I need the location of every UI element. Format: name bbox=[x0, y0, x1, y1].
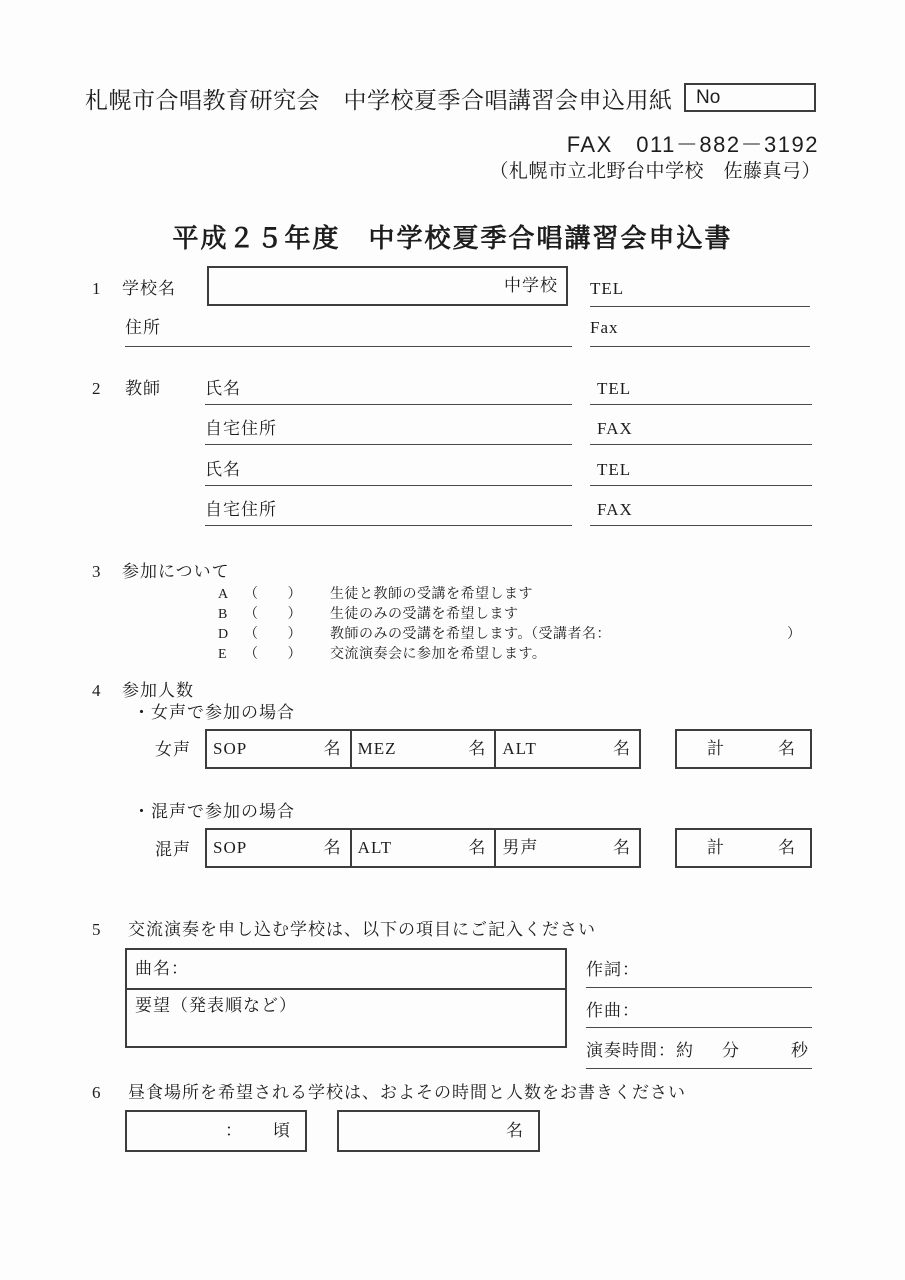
form-no-box[interactable] bbox=[684, 83, 816, 112]
duration-label: 演奏時間：約 bbox=[586, 1041, 694, 1060]
female-case-label: ・女声で参加の場合 bbox=[133, 703, 295, 722]
section3-number: 3 bbox=[92, 562, 102, 581]
mixed-alt-cell[interactable] bbox=[350, 830, 495, 866]
female-alt-cell[interactable] bbox=[494, 731, 639, 767]
lunch-time-colon: ： bbox=[225, 1121, 243, 1140]
mixed-male-label: 男声 bbox=[502, 838, 539, 857]
mixed-sop-label: SOP bbox=[213, 838, 248, 857]
teacher2-tel-field[interactable] bbox=[590, 485, 812, 486]
female-total-box[interactable] bbox=[675, 729, 812, 769]
teacher1-tel-field[interactable] bbox=[590, 404, 812, 405]
mixed-total-label: 計 bbox=[707, 838, 725, 857]
teacher2-name-label: 氏名 bbox=[205, 460, 241, 479]
lunch-count-box[interactable] bbox=[337, 1110, 540, 1152]
lyricist-field[interactable] bbox=[586, 987, 812, 988]
female-row-label: 女声 bbox=[155, 740, 191, 759]
exchange-heading: 交流演奏を申し込む学校は、以下の項目にご記入ください bbox=[128, 920, 596, 939]
female-mez-unit: 名 bbox=[468, 739, 487, 758]
teacher1-homeaddr-field[interactable] bbox=[205, 444, 572, 445]
mixed-row-label: 混声 bbox=[155, 840, 191, 859]
school-address-label: 住所 bbox=[125, 318, 161, 337]
contact-school: （札幌市立北野台中学校 佐藤真弓） bbox=[489, 161, 821, 182]
school-fax-field[interactable] bbox=[590, 346, 810, 347]
option-d-attendee-name-label[interactable]: （受講者名： bbox=[524, 627, 611, 642]
mixed-male-cell[interactable] bbox=[494, 830, 639, 866]
school-tel-label: TEL bbox=[590, 279, 625, 298]
no-label: No bbox=[696, 86, 721, 108]
teacher1-homeaddr-label: 自宅住所 bbox=[205, 419, 277, 438]
school-fax-label: Fax bbox=[590, 318, 619, 337]
female-total-unit: 名 bbox=[778, 739, 796, 758]
teacher1-name-field[interactable] bbox=[205, 404, 572, 405]
teacher1-fax-field[interactable] bbox=[590, 444, 812, 445]
section6-number: 6 bbox=[92, 1083, 102, 1102]
request-label: 要望（発表順など） bbox=[135, 996, 297, 1015]
request-field[interactable] bbox=[127, 990, 565, 1022]
female-mez-cell[interactable] bbox=[350, 731, 495, 767]
option-e-text: 交流演奏会に参加を希望します。 bbox=[330, 647, 547, 662]
option-d-letter: D bbox=[218, 627, 229, 642]
lyricist-label: 作詞： bbox=[586, 960, 640, 979]
option-e-letter: E bbox=[218, 647, 228, 662]
option-a-checkbox[interactable]: （ ） bbox=[244, 587, 302, 602]
teacher-label: 教師 bbox=[125, 379, 161, 398]
mixed-case-label: ・混声で参加の場合 bbox=[133, 802, 295, 821]
option-a-letter: A bbox=[218, 587, 229, 602]
option-b-checkbox[interactable]: （ ） bbox=[244, 607, 302, 622]
participants-heading: 参加人数 bbox=[122, 681, 194, 700]
mixed-sop-cell[interactable] bbox=[207, 830, 350, 866]
fax-number: FAX 011－882－3192 bbox=[566, 132, 819, 157]
section4-number: 4 bbox=[92, 681, 102, 700]
mixed-total-box[interactable] bbox=[675, 828, 812, 868]
document-title: 平成２５年度 中学校夏季合唱講習会申込書 bbox=[172, 224, 733, 253]
female-voice-table bbox=[205, 729, 641, 769]
mixed-alt-label: ALT bbox=[357, 838, 393, 857]
teacher1-fax-label: FAX bbox=[597, 419, 633, 438]
teacher1-tel-label: TEL bbox=[597, 379, 632, 398]
teacher2-homeaddr-field[interactable] bbox=[205, 525, 572, 526]
mixed-alt-unit: 名 bbox=[468, 838, 487, 857]
school-name-field[interactable] bbox=[207, 266, 568, 306]
song-title-label: 曲名： bbox=[135, 959, 189, 978]
school-address-field[interactable] bbox=[125, 346, 572, 347]
option-d-attendee-name-close: ） bbox=[787, 627, 802, 642]
teacher2-name-field[interactable] bbox=[205, 485, 572, 486]
participation-heading: 参加について bbox=[122, 562, 230, 581]
female-sop-cell[interactable] bbox=[207, 731, 350, 767]
lunch-time-suffix: 頃 bbox=[273, 1121, 291, 1140]
duration-minutes-label: 分 bbox=[722, 1041, 740, 1060]
composer-field[interactable] bbox=[586, 1027, 812, 1028]
female-alt-label: ALT bbox=[502, 739, 537, 758]
school-name-label: 学校名 bbox=[122, 279, 176, 298]
option-d-checkbox[interactable]: （ ） bbox=[244, 627, 302, 642]
mixed-sop-unit: 名 bbox=[323, 838, 342, 857]
school-suffix-label: 中学校 bbox=[504, 276, 558, 295]
school-tel-field[interactable] bbox=[590, 306, 810, 307]
section1-number: 1 bbox=[92, 279, 102, 298]
female-sop-unit: 名 bbox=[323, 739, 342, 758]
mixed-total-unit: 名 bbox=[778, 838, 796, 857]
female-sop-label: SOP bbox=[213, 739, 248, 758]
mixed-male-unit: 名 bbox=[613, 838, 632, 857]
exchange-detail-box bbox=[125, 948, 567, 1048]
section2-number: 2 bbox=[92, 379, 102, 398]
teacher2-fax-field[interactable] bbox=[590, 525, 812, 526]
section5-number: 5 bbox=[92, 920, 102, 939]
teacher2-fax-label: FAX bbox=[597, 500, 633, 519]
form-header-title: 札幌市合唱教育研究会 中学校夏季合唱講習会申込用紙 bbox=[85, 87, 673, 113]
lunch-time-box[interactable] bbox=[125, 1110, 307, 1152]
option-a-text: 生徒と教師の受講を希望します bbox=[330, 587, 533, 602]
female-alt-unit: 名 bbox=[613, 739, 632, 758]
option-b-letter: B bbox=[218, 607, 228, 622]
option-e-checkbox[interactable]: （ ） bbox=[244, 647, 302, 662]
teacher2-tel-label: TEL bbox=[597, 460, 632, 479]
song-title-field[interactable] bbox=[127, 950, 565, 990]
female-total-label: 計 bbox=[707, 739, 725, 758]
teacher1-name-label: 氏名 bbox=[205, 379, 241, 398]
lunch-count-unit: 名 bbox=[506, 1121, 524, 1140]
mixed-voice-table bbox=[205, 828, 641, 868]
lunch-heading: 昼食場所を希望される学校は、およその時間と人数をお書きください bbox=[128, 1083, 686, 1102]
duration-seconds-label: 秒 bbox=[791, 1041, 809, 1060]
female-mez-label: MEZ bbox=[357, 739, 397, 758]
option-d-text: 教師のみの受講を希望します。 bbox=[330, 627, 532, 642]
duration-field[interactable] bbox=[586, 1068, 812, 1069]
option-b-text: 生徒のみの受講を希望します bbox=[330, 607, 519, 622]
composer-label: 作曲： bbox=[586, 1001, 640, 1020]
teacher2-homeaddr-label: 自宅住所 bbox=[205, 500, 277, 519]
